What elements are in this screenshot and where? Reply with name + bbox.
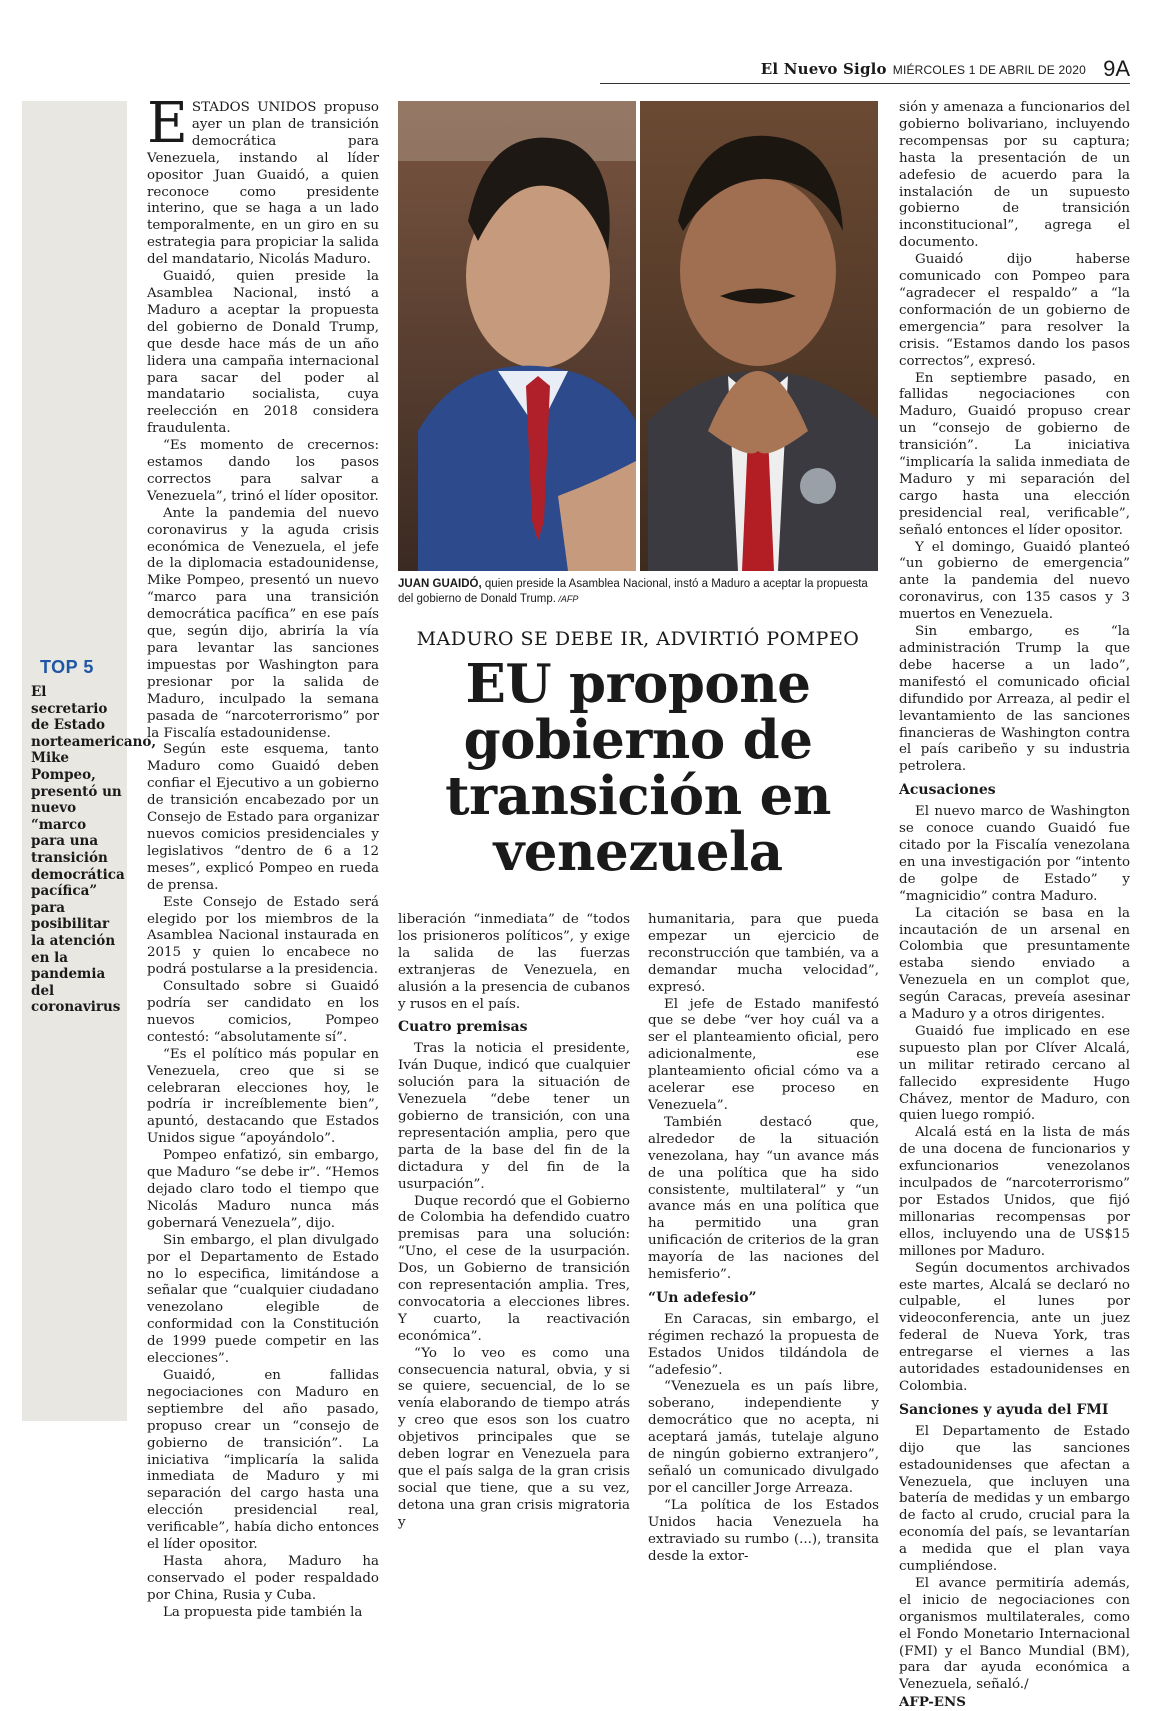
masthead: [761, 60, 1086, 78]
page-header: [600, 56, 1130, 86]
paragraph: La propuesta pide también la: [163, 1604, 363, 1620]
paragraph: Según este esquema, tanto Maduro como Guaidó deben confiar el Ejecutivo a un gobierno de transición encabezado por un Consejo de Estado para organizar nuevos comicios presidenciales y legislativos “dentro de 6 a 12 meses”, explicó Pompeo en rueda de prensa.: [147, 742, 379, 893]
paragraph: Duque recordó que el Gobierno de Colombia ha defendido cuatro premisas para una solución: “Uno, el cese de la usurpación. Dos, un Gobierno de transición con representación amplia. Tres, convocatoria a elecciones libres. Y cuarto, la reactivación económica”.: [398, 1193, 630, 1344]
paragraph: Pompeo enfatizó, sin embargo, que Maduro “se debe ir”. “Hemos dejado claro todo el tiempo que Nicolás Maduro nunca más gobernará Venezuela”, dijo.: [147, 1148, 379, 1231]
paragraph: El avance permitiría además, el inicio de negociaciones con organismos multilaterales, como el Fondo Monetario Internacional (FMI) y el Banco Mundial (BM), para dar ayuda económica a Venezuela, señaló./: [899, 1575, 1130, 1693]
paragraph: Tras la noticia el presidente, Iván Duque, indicó que cualquier solución para la situación de Venezuela “debe tener un gobierno de transición, con una representación amplia, pero que parta de la base del fin de la dictadura y del fin de la usurpación”.: [398, 1041, 630, 1192]
caption-text: quien preside la Asamblea Nacional, instó a Maduro a aceptar la propuesta del gobierno de Donald Trump.: [398, 578, 868, 605]
paragraph: Este Consejo de Estado será elegido por los miembros de la Asamblea Nacional instaurada en 2015 y quien lo encabece no podrá postularse a la presidencia.: [147, 894, 379, 978]
paragraph: “La política de los Estados Unidos hacia Venezuela ha extraviado su rumbo (...), transita desde la extor-: [648, 1497, 879, 1564]
kicker: MADURO SE DEBE IR, ADVIRTIÓ POMPEO: [416, 628, 860, 650]
article-column-3: [648, 912, 879, 1565]
photo-guaido-maduro: [398, 101, 878, 571]
subheading: Sanciones y ayuda del FMI: [899, 1401, 1109, 1418]
issue-date: MIÉRCOLES 1 DE ABRIL DE 2020: [892, 63, 1086, 77]
paragraph: humanitaria, para que pueda empezar un ejercicio de reconstrucción que también, va a demandar mucha velocidad”, expresó.: [648, 912, 879, 995]
subheading: Cuatro premisas: [398, 1019, 528, 1036]
paragraph: Sin embargo, el plan divulgado por el Departamento de Estado no lo especifica, limitándose a señalar que “cualquier ciudadano venezolano elegible de conformidad con la Constitución de 1999 puede competir en las elecciones”.: [147, 1232, 379, 1367]
byline: AFP-ENS: [899, 1694, 966, 1711]
page-number: 9A: [1103, 56, 1130, 81]
sidebar-title: TOP 5: [40, 657, 94, 677]
paragraph: El jefe de Estado manifestó que se debe “ver hoy cuál va a ser el planteamiento oficial, pero adicionalmente, ese planteamiento oficial cómo va a acelerar ese proceso en Venezuela”.: [648, 996, 879, 1113]
paragraph: Guaidó, en fallidas negociaciones con Maduro en septiembre del año pasado, propuso crear un “consejo de gobierno de transición”. La iniciativa “implicaría la salida inmediata de Maduro y mi separación del cargo hasta una elección presidencial real, verificable”, había dicho entonces el líder opositor.: [147, 1367, 379, 1553]
sidebar-text: El secretario de Estado norteamericano, Mike Pompeo, presentó un nuevo “marco para una transición democrática pacífica” para posibilitar la atención en la pandemia del coronavirus: [31, 684, 157, 1016]
paragraph: La citación se basa en la incautación de un arsenal en Colombia que presuntamente estaba siendo enviado a Venezuela en un complot que, según Caracas, preveía asesinar a Maduro y a otros dirigentes.: [899, 905, 1130, 1023]
paragraph: STADOS UNIDOS propuso ayer un plan de transición democrática para Venezuela, instando al líder opositor Juan Guaidó, a quien reconoce como presidente interino, que se haga a un lado temporalmente, en un giro en su estrategia para propiciar la salida del mandatario, Nicolás Maduro.: [147, 100, 379, 268]
paragraph: “Venezuela es un país libre, soberano, independiente y democrático que no acepta, ni aceptará jamás, tutelaje alguno de ningún gobierno extranjero”, señaló un comunicado divulgado por el canciller Jorge Arreaza.: [648, 1379, 879, 1496]
paragraph: Ante la pandemia del nuevo coronavirus y la aguda crisis económica de Venezuela, el jefe de la diplomacia estadounidense, Mike Pompeo, presentó un nuevo “marco para una transición democrática pacífica” en ese país que, según dijo, abriría la vía para levantar las sanciones impuestas por Washington para presionar por la salida de Maduro, inculpado la semana pasada de “narcoterrorismo” por la Fiscalía estadounidense.: [147, 505, 379, 741]
paragraph: “Yo lo veo es como una consecuencia natural, obvia, y si se quiere, secuencial, de lo se venía elaborando de tiempo atrás y creo que esos son los cuatro objetivos principales que se deben lograr en Venezuela para que el país salga de la gran crisis social que tiene, que a su vez, detona una gran crisis migratoria y: [398, 1345, 630, 1530]
paragraph: “Es el político más popular en Venezuela, creo que si se celebraran elecciones hoy, le podría ir increíblemente bien”, apuntó, destacando que Estados Unidos sigue “apoyándolo”.: [147, 1046, 379, 1147]
paragraph: Sin embargo, es “la administración Trump la que debe hacerse a un lado”, manifestó el comunicado oficial difundido por Arreaza, al pedir el levantamiento de las sanciones financieras de Washington contra el país caribeño y su industria petrolera.: [899, 624, 1130, 775]
paragraph: Y el domingo, Guaidó planteó “un gobierno de emergencia” ante la pandemia del nuevo coronavirus, con 135 casos y 3 muertos en Venezuela.: [899, 539, 1130, 623]
paragraph: Guaidó dijo haberse comunicado con Pompeo para “agradecer el respaldo” a “la conformación de un gobierno de emergencia” para resolver la crisis. “Estamos dando los pasos correctos”, expresó.: [899, 252, 1130, 369]
paragraph: Hasta ahora, Maduro ha conservado el poder respaldado por China, Rusia y Cuba.: [147, 1553, 379, 1603]
paragraph: Guaidó fue implicado en ese supuesto plan por Clíver Alcalá, un militar retirado cercano al fallecido expresidente Hugo Chávez, mentor de Maduro, con quien luego rompió.: [899, 1023, 1130, 1124]
paragraph: Según documentos archivados este martes, Alcalá se declaró no culpable, el lunes por videoconferencia, ante un juez federal de Nueva York, tras entregarse el viernes a las autoridades estadounidenses en Colombia.: [899, 1260, 1130, 1394]
drop-cap: E: [147, 91, 188, 156]
header-rule: [600, 83, 1130, 84]
headline: EU propone gobierno de transición en venezuela: [445, 653, 831, 883]
paragraph: El nuevo marco de Washington se conoce cuando Guaidó fue citado por la Fiscalía venezolana en una investigación por “intento de golpe de Estado” y “magnicidio” contra Maduro.: [899, 804, 1130, 904]
lead-photo: [398, 101, 878, 571]
paragraph: Alcalá está en la lista de más de una docena de funcionarios y exfuncionarios venezolanos inculpados de “narcoterrorismo” por Estados Unidos, que fijó millonarias recompensas por ellos, incluyendo una de US$15 millones por Maduro.: [899, 1125, 1130, 1259]
article-column-2: [398, 912, 630, 1532]
paragraph: “Es momento de crecernos: estamos dando los pasos correctos para salvar a Venezuela”, trinó el líder opositor.: [147, 438, 379, 504]
paragraph: Consultado sobre si Guaidó podría ser candidato en los nuevos comicios, Pompeo contestó: “absolutamente sí”.: [147, 979, 379, 1045]
caption-name: JUAN GUAIDÓ,: [398, 578, 482, 590]
paragraph: En septiembre pasado, en fallidas negociaciones con Maduro, Guaidó propuso crear un “consejo de gobierno de transición”. La iniciativa “implicaría la salida inmediata de Maduro y mi separación del cargo hasta una elección presidencial real, verificable”, señaló entonces el líder opositor.: [899, 370, 1130, 538]
paragraph: Guaidó, quien preside la Asamblea Nacional, instó a Maduro a aceptar la propuesta del gobierno de Donald Trump, que desde hace más de un año lidera una campaña internacional para sacar del poder al mandatario socialista, cuya reelección en 2018 considera fraudulenta.: [147, 269, 379, 437]
paragraph: sión y amenaza a funcionarios del gobierno bolivariano, incluyendo recompensas por su captura; hasta la presentación de un adefesio de acuerdo para la instalación de un supuesto gobierno de transición inconstitucional”, agrega el documento.: [899, 100, 1130, 251]
article-column-1: [147, 91, 379, 1622]
photo-caption: [398, 577, 878, 607]
paragraph: liberación “inmediata” de “todos los prisioneros políticos”, y exige la salida de las fuerzas extranjeras de Venezuela, en alusión a la presencia de cubanos y rusos en el país.: [398, 912, 630, 1012]
paragraph: El Departamento de Estado dijo que las sanciones estadounidenses que afectan a Venezuela, que incluyen una batería de medidas y un embargo de facto al crudo, crucial para la economía del país, se levantarían a medida que el plan vaya cumpliéndose.: [899, 1423, 1130, 1575]
paragraph: También destacó que, alrededor de la situación venezolana, hay “un avance más de una política que ha sido consistente, multilateral” y “un avance más en una política que ha permitido una gran unificación de criterios de la gran mayoría de las naciones del hemisferio”.: [648, 1114, 879, 1283]
article-column-4: [899, 100, 1130, 1711]
masthead-name: El Nuevo Siglo: [760, 60, 887, 78]
paragraph: En Caracas, sin embargo, el régimen rechazó la propuesta de Estados Unidos tildándola de “adefesio”.: [648, 1311, 879, 1378]
subheading: Acusaciones: [899, 782, 996, 799]
subheading: “Un adefesio”: [648, 1289, 757, 1306]
caption-credit: /AFP: [555, 594, 579, 604]
